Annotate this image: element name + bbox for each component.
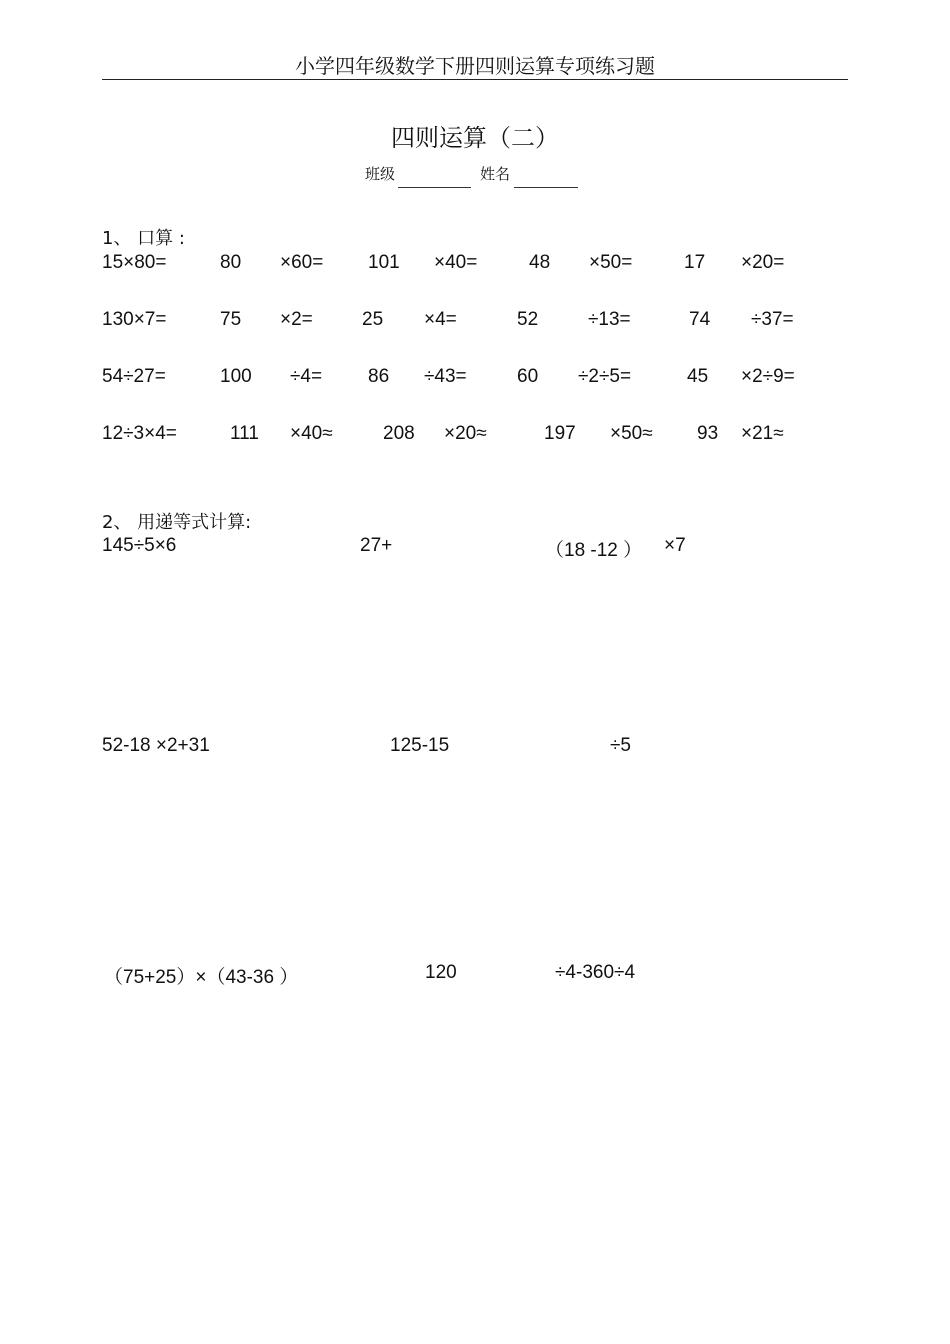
oral-item: 25 bbox=[362, 309, 384, 330]
oral-item: 17 bbox=[684, 252, 706, 273]
calc-expression: 27+ bbox=[360, 535, 393, 556]
oral-item: ÷13= bbox=[588, 309, 631, 330]
oral-item: ÷2÷5= bbox=[578, 366, 632, 387]
header-divider bbox=[102, 79, 848, 80]
oral-item: 75 bbox=[220, 309, 242, 330]
calc-expression: 120 bbox=[425, 962, 457, 983]
calc-expression: ÷5 bbox=[610, 735, 631, 756]
oral-item: ×20≈ bbox=[444, 423, 487, 444]
oral-item: ÷37= bbox=[751, 309, 794, 330]
oral-item: ×4= bbox=[424, 309, 457, 330]
oral-item: 15×80= bbox=[102, 252, 167, 273]
calc-expression: 145÷5×6 bbox=[102, 535, 177, 556]
calc-expression: ×7 bbox=[664, 535, 686, 556]
calc-expression: 52-18 ×2+31 bbox=[102, 735, 210, 756]
oral-item: 60 bbox=[517, 366, 539, 387]
calc-expression: 125-15 bbox=[390, 735, 450, 756]
oral-item: ×60= bbox=[280, 252, 324, 273]
oral-item: 45 bbox=[687, 366, 709, 387]
oral-item: 52 bbox=[517, 309, 539, 330]
oral-item: 197 bbox=[544, 423, 576, 444]
oral-item: ×2= bbox=[280, 309, 313, 330]
oral-item: 101 bbox=[368, 252, 400, 273]
calc-expression: （18 -12 ） bbox=[545, 540, 643, 561]
oral-item: 80 bbox=[220, 252, 242, 273]
oral-item: ×21≈ bbox=[741, 423, 784, 444]
oral-item: 130×7= bbox=[102, 309, 167, 330]
oral-item: ×50= bbox=[589, 252, 633, 273]
oral-item: 12÷3×4= bbox=[102, 423, 177, 444]
name-label: 姓名 bbox=[480, 165, 511, 183]
page-title: 四则运算（二） bbox=[391, 124, 559, 152]
oral-item: ×40≈ bbox=[290, 423, 333, 444]
oral-item: 100 bbox=[220, 366, 252, 387]
worksheet-header-title: 小学四年级数学下册四则运算专项练习题 bbox=[295, 54, 655, 78]
oral-item: 74 bbox=[689, 309, 711, 330]
calc-expression: ÷4-360÷4 bbox=[555, 962, 636, 983]
oral-item: 208 bbox=[383, 423, 415, 444]
class-label: 班级 bbox=[365, 165, 396, 183]
section2-heading: 2、 用递等式计算: bbox=[102, 512, 252, 533]
oral-item: ÷4= bbox=[290, 366, 323, 387]
name-blank[interactable] bbox=[514, 165, 578, 188]
calc-expression: （75+25）×（43-36 ） bbox=[104, 967, 299, 988]
oral-item: 86 bbox=[368, 366, 390, 387]
oral-item: ÷43= bbox=[424, 366, 467, 387]
section1-heading: 1、 口算 : bbox=[102, 228, 185, 249]
oral-item: ×2÷9= bbox=[741, 366, 795, 387]
oral-item: 93 bbox=[697, 423, 719, 444]
oral-item: 54÷27= bbox=[102, 366, 166, 387]
oral-item: ×20= bbox=[741, 252, 785, 273]
oral-item: ×40= bbox=[434, 252, 478, 273]
oral-item: 48 bbox=[529, 252, 551, 273]
oral-item: 111 bbox=[230, 423, 259, 444]
class-blank[interactable] bbox=[398, 165, 471, 188]
oral-item: ×50≈ bbox=[610, 423, 653, 444]
